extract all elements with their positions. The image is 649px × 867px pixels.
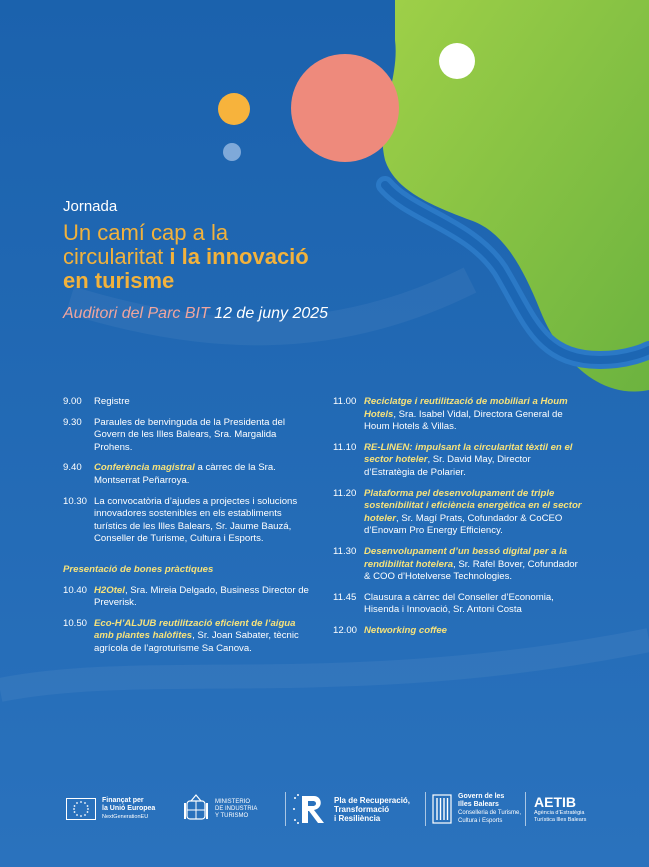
program-description (364, 488, 583, 538)
program-text: , Sra. Isabel Vidal, Directora General de Houm Hotels & Villas. (364, 408, 563, 433)
event-date: 12 de juny 2025 (214, 305, 329, 322)
plan-line-3: i Resiliència (334, 813, 381, 823)
program-highlight: Reciclatge i reutilització de mobiliari a Houm Hotels (364, 396, 568, 420)
event-title (63, 221, 383, 293)
title-line-3-bold: en turisme (63, 268, 175, 293)
aetib-logo (534, 788, 586, 830)
program-item (333, 442, 583, 480)
program-time: 9.40 (63, 462, 82, 474)
program-description (364, 546, 583, 584)
program-text: Registre (94, 396, 130, 407)
program-highlight: H2Otel (94, 584, 125, 596)
program-item (63, 417, 313, 455)
program-left-column (63, 396, 313, 664)
program-description (94, 462, 313, 487)
eu-line-3: NextGenerationEU (102, 814, 149, 820)
program-item (333, 396, 583, 434)
eu-line-2: la Unió Europea (102, 805, 156, 812)
program-text: , Sra. Mireia Delgado, Business Director de Preverisk. (94, 584, 309, 609)
aetib-line-1: Agència d’Estratègia (534, 810, 585, 816)
program-item (333, 488, 583, 538)
eu-flag-icon (66, 798, 96, 820)
ministry-logo (183, 788, 257, 830)
title-line-2 (63, 245, 383, 269)
program-item (333, 546, 583, 584)
program-time: 11.00 (333, 396, 357, 407)
program-text: a càrrec de la Sra. Montserrat Peñarroya. (94, 462, 276, 486)
program-highlight: Conferència magistral (94, 462, 195, 474)
spain-coat-of-arms-icon (183, 793, 209, 825)
recovery-plan-r-icon (292, 792, 328, 826)
program-description (364, 442, 583, 480)
program-time: 12.00 (333, 624, 358, 636)
program-time: 11.10 (333, 441, 357, 453)
program-item (63, 618, 313, 656)
white-circle (439, 43, 475, 79)
section-heading: Presentació de bones pràctiques (63, 563, 214, 575)
program-text: Clausura a càrrec del Conseller d’Economia, Hisenda i Innovació, Sr. Antoni Costa (364, 591, 554, 616)
title-line-2-regular: circularitat (63, 244, 170, 269)
event-header (63, 198, 383, 323)
title-line-1: Un camí cap a la (63, 220, 229, 245)
ministry-line-2: DE INDUSTRIA (215, 805, 258, 812)
orange-circle (218, 93, 250, 125)
program-time: 11.45 (333, 591, 357, 603)
program-description (94, 618, 313, 656)
program-description (364, 396, 583, 434)
program-description (94, 417, 313, 455)
program-time: 9.30 (63, 416, 82, 428)
eu-logo (66, 788, 155, 830)
program-text: , Sr. Rafel Bover, Cofundador & COO d’Hotelverse Technologies. (364, 558, 578, 583)
govern-line-3: Conselleria de Turisme, (458, 810, 522, 816)
aetib-name: AETIB (534, 794, 576, 810)
program-time: 10.50 (63, 617, 88, 629)
program-description (94, 496, 313, 546)
program-time: 10.30 (63, 495, 88, 507)
program-text: , Sr. Joan Sabater, tècnic agrícola de l’agroturisme Sa Canova. (94, 630, 299, 654)
recovery-plan-logo (292, 788, 410, 830)
eu-line-1: Finançat per (102, 797, 144, 804)
program-item (333, 625, 583, 638)
program-highlight: Networking coffee (364, 624, 447, 636)
plan-line-2: Transformació (334, 804, 390, 814)
program-time: 11.20 (333, 487, 357, 499)
govern-balears-icon (432, 794, 452, 824)
kicker: Jornada (63, 198, 118, 215)
venue-date (63, 305, 383, 323)
program-highlight: RE-LINEN: impulsant la circularitat tèxtil en el sector hoteler (364, 441, 573, 466)
program-item (63, 585, 313, 610)
program-item (63, 496, 313, 546)
program-description (94, 585, 313, 610)
footer-separator (285, 792, 286, 826)
salmon-circle (291, 54, 399, 162)
program-highlight: Desenvolupament d’un bessó digital per a la rendibilitat hotelera (364, 545, 568, 570)
govern-line-2: Illes Balears (458, 801, 499, 808)
title-line-2-bold: i la innovació (169, 244, 309, 269)
program-description (364, 592, 583, 617)
program-right-column (333, 396, 583, 646)
program-text: , Sr. David May, Director d’Estratègia de Polarier. (364, 454, 531, 478)
footer-separator (525, 792, 526, 826)
program-description (94, 396, 313, 409)
aetib-line-2: Turística Illes Balears (534, 816, 587, 823)
program-time: 9.00 (63, 396, 82, 407)
program-text: La convocatòria d’ajudes a projectes i solucions innovadores sostenibles en els establiments turístics de les Illes Balears, Sr. Jaume Bauzá, Conseller de Turisme, Cultura i Esports. (94, 495, 298, 545)
program-item (333, 592, 583, 617)
ministry-line-3: Y TURISMO (215, 812, 249, 819)
plan-line-1: Pla de Recuperació, (334, 795, 411, 805)
footer-logos (0, 788, 649, 833)
light-blue-circle (223, 143, 241, 161)
venue: Auditori del Parc BIT (63, 305, 215, 322)
program-time: 10.40 (63, 584, 88, 596)
program-item (63, 396, 313, 409)
footer-separator (425, 792, 426, 826)
govern-line-4: Cultura i Esports (458, 818, 503, 824)
program-item (63, 462, 313, 487)
govern-logo (432, 788, 521, 830)
ministry-line-1: MINISTERIO (215, 798, 251, 805)
program-text: Paraules de benvinguda de la Presidenta del Govern de les Illes Balears, Sra. Margalida Prohens. (94, 416, 285, 453)
program-highlight: Eco-H’ALJUB reutilització eficient de l’aigua amb plantes halòfites (94, 617, 296, 642)
program-description (364, 625, 583, 638)
program-highlight: Plataforma pel desenvolupament de triple sostenibilitat i eficiència energètica en el sector hoteler (364, 487, 582, 524)
program-text: , Sr. Magí Prats, Cofundador & CoCEO d’Enovam Pro Energy Efficiency. (364, 512, 563, 537)
govern-line-1: Govern de les (458, 793, 505, 800)
program-time: 11.30 (333, 545, 357, 557)
